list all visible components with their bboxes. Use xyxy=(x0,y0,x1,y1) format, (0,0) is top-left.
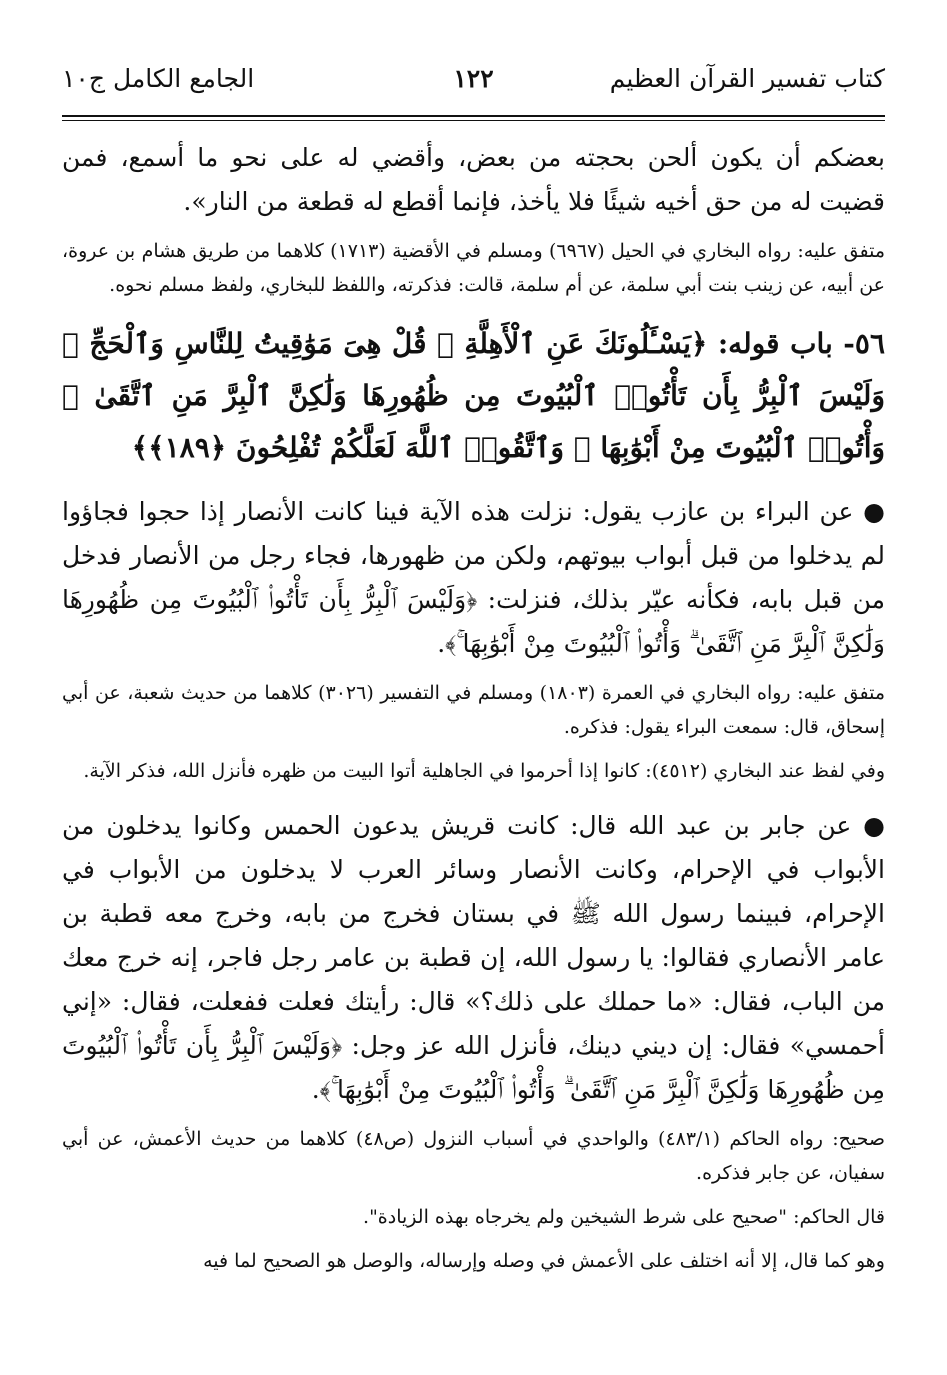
header-rule-thick xyxy=(62,115,885,117)
volume-label: الجامع الكامل ج١٠ xyxy=(62,64,255,93)
narration-note: وفي لفظ عند البخاري (٤٥١٢): كانوا إذا أحرموا في الجاهلية أتوا البيت من ظهره فأنزل الله، فذكر الآية. xyxy=(83,760,885,782)
takhrij-note: متفق عليه: رواه البخاري في العمرة (١٨٠٣) ومسلم في التفسير (٣٠٢٦) كلاهما من حديث شعبة، عن أبي إسحاق، قال: سمعت البراء يقول: فذكره. xyxy=(62,682,885,738)
grading-quote: قال الحاكم: "صحيح على شرط الشيخين ولم يخرجاه بهذه الزيادة". xyxy=(363,1206,885,1228)
book-title: كتاب تفسير القرآن العظيم xyxy=(609,64,885,93)
header-rule-thin xyxy=(62,120,885,121)
takhrij-note: متفق عليه: رواه البخاري في الحيل (٦٩٦٧) ومسلم في الأقضية (١٧١٣) كلاهما من طريق هشام بن عروة، عن أبيه، عن زينب بنت أبي سلمة، عن أم سلمة، قالت: فذكرته، واللفظ للبخاري، ولفظ مسلم نحوه. xyxy=(62,240,886,296)
page-body xyxy=(62,136,885,1278)
hadith-paragraph: ● عن جابر بن عبد الله قال: كانت قريش يدعون الحمس وكانوا يدخلون من الأبواب في الإحرام، وكانت الأنصار وسائر العرب لا يدخلون من الأبواب في الإحرام، فبينما رسول الله ﷺ في بستان فخرج من بابه، وخرج معه قطبة بن عامر الأنصاري فقالوا: يا رسول الله، إن قطبة بن عامر رجل فاجر، إنه خرج معك من الباب، فقال: «ما حملك على ذلك؟» قال: رأيتك فعلت ففعلت، فقال: «إني أحمسي» فقال: إن ديني دينك، فأنزل الله عز وجل: ﴿وَلَيْسَ ٱلْبِرُّ بِأَن تَأْتُوا۟ ٱلْبُيُوتَ مِن ظُهُورِهَا وَلَٰكِنَّ ٱلْبِرَّ مَنِ ٱتَّقَىٰ ۗ وَأْتُوا۟ ٱلْبُيُوتَ مِنْ أَبْوَٰبِهَا ۚ﴾. xyxy=(62,811,886,1104)
hadith-paragraph: ● عن البراء بن عازب يقول: نزلت هذه الآية فينا كانت الأنصار إذا حجوا فجاؤوا لم يدخلوا من قبل أبواب بيوتهم، ولكن من ظهورها، فجاء رجل من الأنصار فدخل من قبل بابه، فكأنه عيّر بذلك، فنزلت: ﴿وَلَيْسَ ٱلْبِرُّ بِأَن تَأْتُوا۟ ٱلْبُيُوتَ مِن ظُهُورِهَا وَلَٰكِنَّ ٱلْبِرَّ مَنِ ٱتَّقَىٰ ۗ وَأْتُوا۟ ٱلْبُيُوتَ مِنْ أَبْوَٰبِهَا ۚ﴾. xyxy=(62,497,885,658)
running-header xyxy=(62,64,885,104)
page-number: ١٢٢ xyxy=(453,64,494,93)
takhrij-note: صحيح: رواه الحاكم (٤٨٣/١) والواحدي في أسباب النزول (ص٤٨) كلاهما من حديث الأعمش، عن أبي سفيان، عن جابر فذكره. xyxy=(62,1128,885,1184)
hadith-continuation: بعضكم أن يكون ألحن بحجته من بعض، وأقضي له على نحو ما أسمع، فمن قضيت له من حق أخيه شيئًا فلا يأخذ، فإنما أقطع له قطعة من النار». xyxy=(62,143,885,216)
chapter-heading-verse: ٥٦- باب قوله: ﴿يَسْـَٔلُونَكَ عَنِ ٱلْأَهِلَّةِ ۖ قُلْ هِىَ مَوَٰقِيتُ لِلنَّاسِ وَٱلْحَجِّ ۗ وَلَيْسَ ٱلْبِرُّ بِأَن تَأْتُوا۟ ٱلْبُيُوتَ مِن ظُهُورِهَا وَلَٰكِنَّ ٱلْبِرَّ مَنِ ٱتَّقَىٰ ۗ وَأْتُوا۟ ٱلْبُيُوتَ مِنْ أَبْوَٰبِهَا ۚ وَٱتَّقُوا۟ ٱللَّهَ لَعَلَّكُمْ تُفْلِحُونَ ﴿١٨٩﴾﴾ xyxy=(62,327,885,464)
commentary-note: وهو كما قال، إلا أنه اختلف على الأعمش في وصله وإرساله، والوصل هو الصحيح لما فيه xyxy=(203,1250,885,1272)
